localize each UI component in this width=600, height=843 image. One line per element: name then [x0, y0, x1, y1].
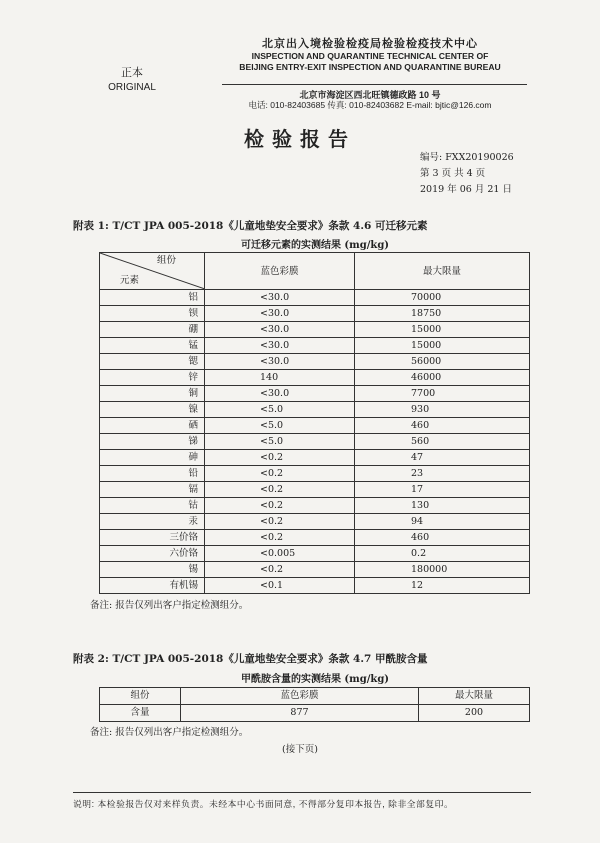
sample-value-cell: <5.0	[205, 402, 355, 418]
table-row	[100, 402, 530, 418]
sample-value-cell: <0.2	[205, 514, 355, 530]
limit-cell: 7700	[355, 386, 530, 402]
diagonal-line-icon	[100, 253, 205, 289]
report-meta	[420, 150, 530, 198]
annex1-header-sample: 蓝色彩膜	[205, 253, 355, 290]
element-cell: 钴	[100, 498, 205, 514]
element-cell: 铅	[100, 466, 205, 482]
element-cell: 锡	[100, 562, 205, 578]
annex2-caption: 甲酰胺含量的实测结果 (mg/kg)	[240, 674, 390, 685]
limit-cell: 930	[355, 402, 530, 418]
limit-cell: 94	[355, 514, 530, 530]
element-cell: 镉	[100, 482, 205, 498]
annex2-header-group: 组份	[100, 688, 181, 705]
limit-cell: 46000	[355, 370, 530, 386]
limit-cell: 130	[355, 498, 530, 514]
limit-cell: 56000	[355, 354, 530, 370]
sample-value-cell: <0.2	[205, 562, 355, 578]
limit-cell: 17	[355, 482, 530, 498]
element-cell: 铝	[100, 290, 205, 306]
table-row	[100, 498, 530, 514]
sample-value-cell: <0.2	[205, 530, 355, 546]
letterhead-cn-title: 北京出入境检验检疫局检验检疫技术中心	[262, 38, 478, 50]
letterhead-en-line2: BEIJING ENTRY-EXIT INSPECTION AND QUARANTINE BUREAU	[239, 62, 501, 72]
table-row	[100, 306, 530, 322]
annex1-note: 备注: 报告仅列出客户指定检测组分。	[90, 600, 249, 611]
table-row	[100, 322, 530, 338]
annex2-note: 备注: 报告仅列出客户指定检测组分。	[90, 727, 249, 738]
element-cell: 三价铬	[100, 530, 205, 546]
letterhead-address: 北京市海淀区西北旺镇德政路 10 号	[299, 90, 441, 100]
limit-cell: 460	[355, 530, 530, 546]
annex1-header-element: 元素	[120, 275, 140, 286]
sample-value-cell: <0.2	[205, 450, 355, 466]
annex1-table	[99, 252, 530, 594]
element-cell: 镍	[100, 402, 205, 418]
element-cell: 钡	[100, 306, 205, 322]
sample-value-cell: <0.2	[205, 482, 355, 498]
sample-value-cell: <30.0	[205, 338, 355, 354]
element-cell: 锰	[100, 338, 205, 354]
report-number: 编号: FXX20190026	[420, 152, 514, 163]
limit-cell: 18750	[355, 306, 530, 322]
annex2-row-value: 877	[181, 705, 419, 722]
limit-cell: 560	[355, 434, 530, 450]
report-page: 第 3 页 共 4 页	[420, 168, 486, 179]
sample-value-cell: <0.2	[205, 498, 355, 514]
limit-cell: 23	[355, 466, 530, 482]
annex2-table	[99, 687, 530, 722]
element-cell: 锶	[100, 354, 205, 370]
table-row	[100, 466, 530, 482]
letterhead	[205, 35, 535, 73]
table-row	[100, 482, 530, 498]
element-cell: 砷	[100, 450, 205, 466]
annex1-title: 附表 1: T/CT JPA 005-2018《儿童地垫安全要求》条款 4.6 可迁移元素	[73, 220, 428, 232]
annex1-header-group: 组份	[156, 255, 176, 266]
table-row	[100, 290, 530, 306]
element-cell: 汞	[100, 514, 205, 530]
table-row	[100, 434, 530, 450]
letterhead-rule	[222, 84, 527, 85]
sample-value-cell: <0.1	[205, 578, 355, 594]
letterhead-contact: 电话: 010-82403685 传真: 010-82403682 E-mail: bjtic@126.com	[248, 100, 492, 110]
continued-label: (接下页)	[282, 744, 318, 755]
sample-value-cell: <5.0	[205, 434, 355, 450]
limit-cell: 15000	[355, 338, 530, 354]
annex2-header-limit: 最大限量	[419, 688, 530, 705]
annex2-row-limit: 200	[419, 705, 530, 722]
element-cell: 铜	[100, 386, 205, 402]
annex2-title: 附表 2: T/CT JPA 005-2018《儿童地垫安全要求》条款 4.7 甲酰胺含量	[73, 653, 428, 665]
table-row	[100, 354, 530, 370]
table-row	[100, 450, 530, 466]
table-row	[100, 418, 530, 434]
limit-cell: 15000	[355, 322, 530, 338]
table-row	[100, 705, 530, 722]
original-stamp-cn: 正本	[121, 67, 143, 79]
report-title: 检验报告	[244, 127, 356, 151]
table-row	[100, 546, 530, 562]
annex1-header-diagonal	[100, 253, 205, 290]
sample-value-cell: <30.0	[205, 354, 355, 370]
table-row	[100, 386, 530, 402]
element-cell: 六价铬	[100, 546, 205, 562]
sample-value-cell: <30.0	[205, 290, 355, 306]
annex2-row-label: 含量	[100, 705, 181, 722]
annex1-header-limit: 最大限量	[355, 253, 530, 290]
sample-value-cell: <0.005	[205, 546, 355, 562]
table-row	[100, 578, 530, 594]
element-cell: 锌	[100, 370, 205, 386]
sample-value-cell: <30.0	[205, 386, 355, 402]
annex2-header-row	[100, 688, 530, 705]
element-cell: 有机锡	[100, 578, 205, 594]
limit-cell: 0.2	[355, 546, 530, 562]
letterhead-en-line1: INSPECTION AND QUARANTINE TECHNICAL CENTER OF	[251, 51, 489, 61]
footer-note: 说明: 本检验报告仅对来样负责。未经本中心书面同意, 不得部分复印本报告, 除非全部复印。	[73, 799, 454, 809]
annex1-caption: 可迁移元素的实测结果 (mg/kg)	[240, 240, 390, 251]
sample-value-cell: <30.0	[205, 322, 355, 338]
table-row	[100, 562, 530, 578]
report-date: 2019 年 06 月 21 日	[420, 184, 512, 195]
sample-value-cell: <30.0	[205, 306, 355, 322]
original-stamp-en: ORIGINAL	[108, 82, 156, 93]
annex2-header-sample: 蓝色彩膜	[181, 688, 419, 705]
limit-cell: 460	[355, 418, 530, 434]
element-cell: 锑	[100, 434, 205, 450]
original-stamp	[92, 64, 172, 93]
footer-rule	[73, 792, 531, 793]
annex1-header-row	[100, 253, 530, 290]
sample-value-cell: <0.2	[205, 466, 355, 482]
limit-cell: 47	[355, 450, 530, 466]
limit-cell: 180000	[355, 562, 530, 578]
sample-value-cell: 140	[205, 370, 355, 386]
limit-cell: 12	[355, 578, 530, 594]
table-row	[100, 370, 530, 386]
table-row	[100, 530, 530, 546]
table-row	[100, 338, 530, 354]
element-cell: 硼	[100, 322, 205, 338]
limit-cell: 70000	[355, 290, 530, 306]
sample-value-cell: <5.0	[205, 418, 355, 434]
table-row	[100, 514, 530, 530]
element-cell: 硒	[100, 418, 205, 434]
